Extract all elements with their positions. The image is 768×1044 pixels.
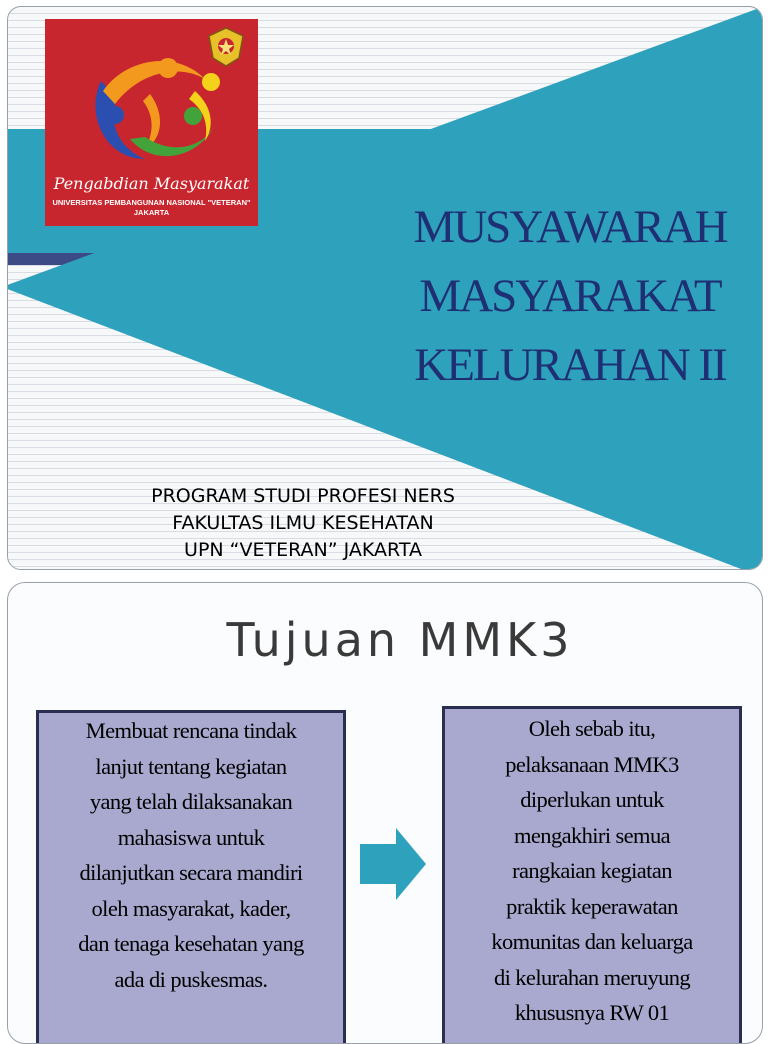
objectives-slide: [7, 582, 763, 1044]
right-arrow-icon: [358, 826, 428, 902]
institution-subtitle: PROGRAM STUDI PROFESI NERS FAKULTAS ILMU KESEHATAN UPN “VETERAN” JAKARTA: [151, 485, 455, 561]
objective-text-box: Membuat rencana tindak lanjut tentang kegiatan yang telah dilaksanakan mahasiswa untuk dilanjutkan secara mandiri oleh masyarakat, kader, dan tenaga kesehatan yang ada di puskesmas.: [36, 710, 346, 1044]
slide-heading: Tujuan MMK3: [226, 613, 574, 667]
slide-title: MUSYAWARAH MASYARAKAT KELURAHAN II: [413, 201, 727, 391]
logo-script-caption: Pengabdian Masyarakat: [53, 174, 250, 193]
university-crest-icon: [205, 26, 247, 68]
title-slide: [7, 6, 763, 570]
conclusion-text-box: Oleh sebab itu, pelaksanaan MMK3 diperlukan untuk mengakhiri semua rangkaian kegiatan praktik keperawatan komunitas dan keluarga di kelurahan meruyung khususnya RW 01: [442, 706, 742, 1044]
logo-university-name: UNIVERSITAS PEMBANGUNAN NASIONAL "VETERAN" JAKARTA: [52, 198, 251, 217]
